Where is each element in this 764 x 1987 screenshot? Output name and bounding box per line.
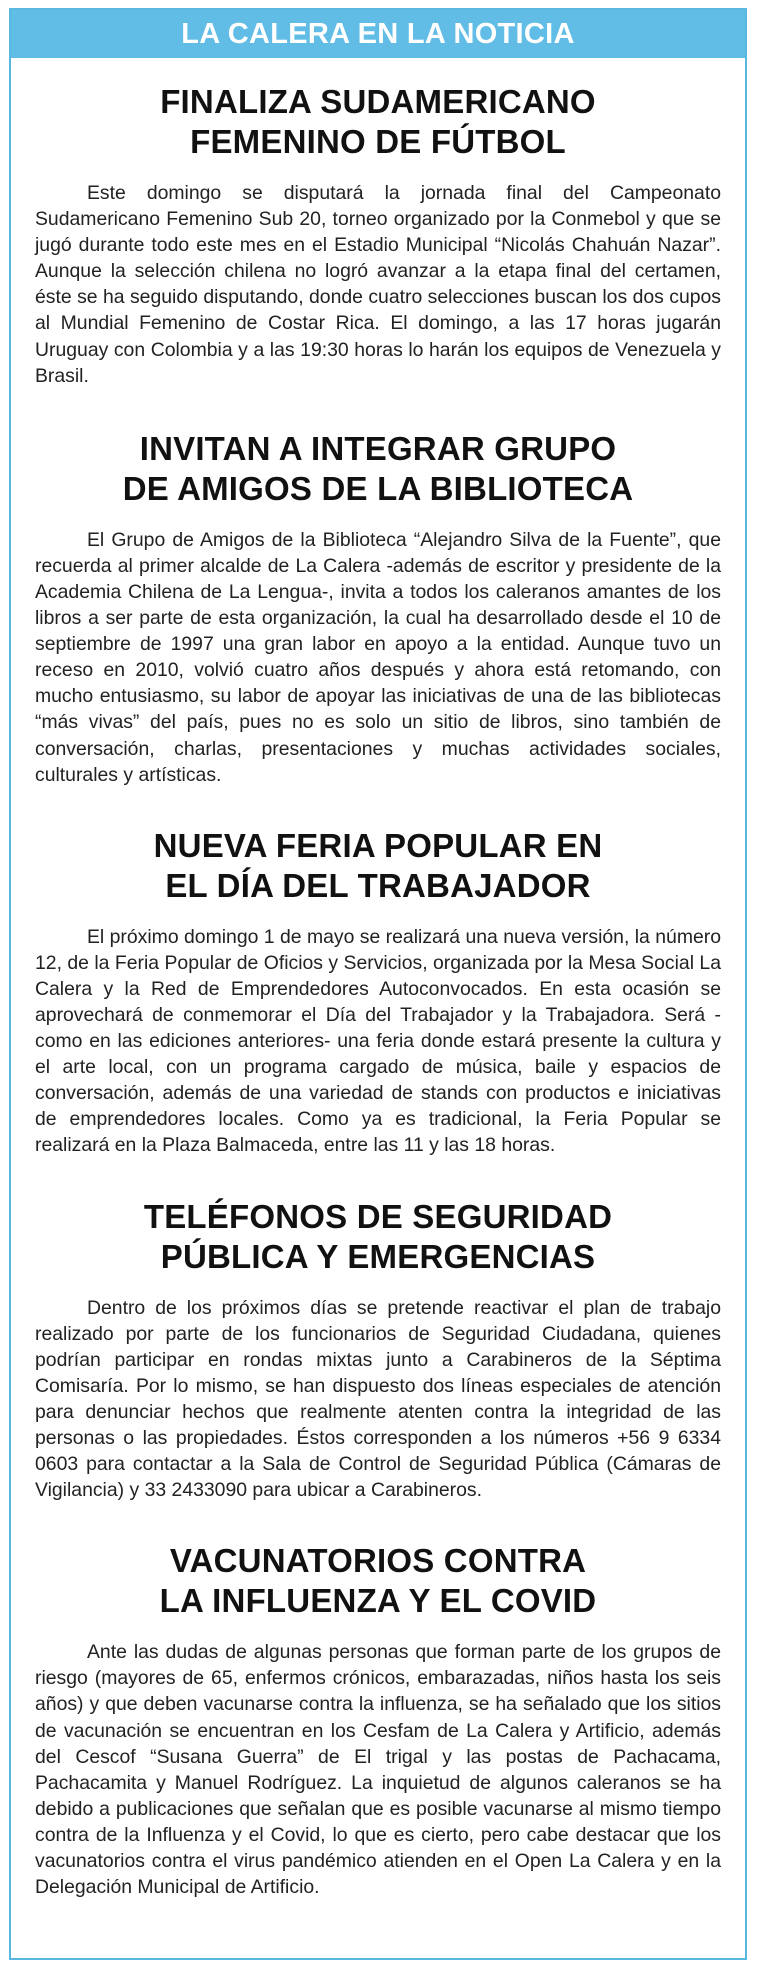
article-body: Ante las dudas de algunas personas que forman parte de los grupos de riesgo (mayores de 65, enfermos crónicos, embarazadas, niños hasta los seis años) y que deben vacunarse contra la influenza, se ha señalado que los sitios de vacunación se encuentran en los Cesfam de La Calera y Artificio, además del Cescof “Susana Guerra” de El trigal y las postas de Pachacama, Pachacamita y Manuel Rodríguez. La inquietud de algunos caleranos se ha debido a publicaciones que señalan que es posible vacunarse al mismo tiempo contra de la Influenza y el Covid, lo que es cierto, pero cabe destacar que los vacunatorios contra el virus pandémico atienden en el Open La Calera y en la Delegación Municipal de Artificio. [35,1641,721,1899]
headline-line-1: VACUNATORIOS CONTRA [169,1542,587,1580]
headline-line-2: LA INFLUENZA Y EL COVID [159,1582,597,1620]
article-telefonos-seguridad [35,1197,721,1504]
headline-line-1: FINALIZA SUDAMERICANO [160,83,596,120]
article-feria-popular [35,826,721,1159]
news-page [9,8,747,1960]
article-biblioteca [35,429,721,788]
headline-line-2: FEMENINO DE FÚTBOL [190,123,566,160]
article-headline [35,1197,721,1277]
article-body: El Grupo de Amigos de la Biblioteca “Alejandro Silva de la Fuente”, que recuerda al primer alcalde de La Calera -además de escritor y presidente de la Academia Chilena de La Lengua-, invita a todos los caleranos amantes de los libros a ser parte de esta organización, la cual ha desarrollado desde el 10 de septiembre de 1997 una gran labor en apoyo a la entidad. Aunque tuvo un receso en 2010, volvió cuatro años después y ahora está retomando, con mucho entusiasmo, su labor de apoyar las iniciativas de una de las bibliotecas “más vivas” del país, pues no es solo un sitio de libros, sino también de conversación, charlas, presentaciones y muchas actividades sociales, culturales y artísticas. [35,528,721,786]
article-headline [35,82,721,162]
article-sudamericano [35,82,721,389]
article-body: El próximo domingo 1 de mayo se realizará una nueva versión, la número 12, de la Feria Popular de Oficios y Servicios, organizada por la Mesa Social La Calera y la Red de Emprendedores Autoconvocados. En esta ocasión se aprovechará de conmemorar el Día del Trabajador y la Trabajadora. Será -como en las ediciones anteriores- una feria donde estará presente la cultura y el arte local, con un programa cargado de música, baile y espacios de conversación, además de una variedad de stands con productos e iniciativas de emprendedores locales. Como ya es tradicional, la Feria Popular se realizará en la Plaza Balmaceda, entre las 11 y las 18 horas. [35,925,721,1157]
section-banner: LA CALERA EN LA NOTICIA [11,10,745,58]
article-headline [35,826,721,906]
article-vacunatorios [35,1541,721,1900]
headline-line-1: TELÉFONOS DE SEGURIDAD [143,1197,613,1235]
headline-line-1: NUEVA FERIA POPULAR EN [153,826,603,864]
article-body: Este domingo se disputará la jornada final del Campeonato Sudamericano Femenino Sub 20, torneo organizado por la Conmebol y que se jugó durante todo este mes en el Estadio Municipal “Nicolás Chahuán Nazar”. Aunque la selección chilena no logró avanzar a la etapa final del certamen, éste se ha seguido disputando, donde cuatro selecciones buscan los dos cupos al Mundial Femenino de Costar Rica. El domingo, a las 17 horas jugarán Uruguay con Colombia y a las 19:30 horas lo harán los equipos de Venezuela y Brasil. [35,182,721,387]
headline-line-2: DE AMIGOS DE LA BIBLIOTECA [122,469,634,507]
article-headline [35,429,721,509]
headline-line-2: EL DÍA DEL TRABAJADOR [165,866,591,904]
article-headline [35,1541,721,1621]
article-body: Dentro de los próximos días se pretende reactivar el plan de trabajo realizado por parte de los funcionarios de Seguridad Ciudadana, quienes podrían participar en rondas mixtas junto a Carabineros de la Séptima Comisaría. Por lo mismo, se han dispuesto dos líneas especiales de atención para denunciar hechos que realmente atenten contra la integridad de las personas o las propiedades. Éstos corresponden a los números +56 9 6334 0603 para contactar a la Sala de Control de Seguridad Pública (Cámaras de Vigilancia) y 33 2433090 para ubicar a Carabineros. [35,1296,721,1502]
headline-line-1: INVITAN A INTEGRAR GRUPO [139,429,617,467]
headline-line-2: PÚBLICA Y EMERGENCIAS [160,1237,596,1275]
